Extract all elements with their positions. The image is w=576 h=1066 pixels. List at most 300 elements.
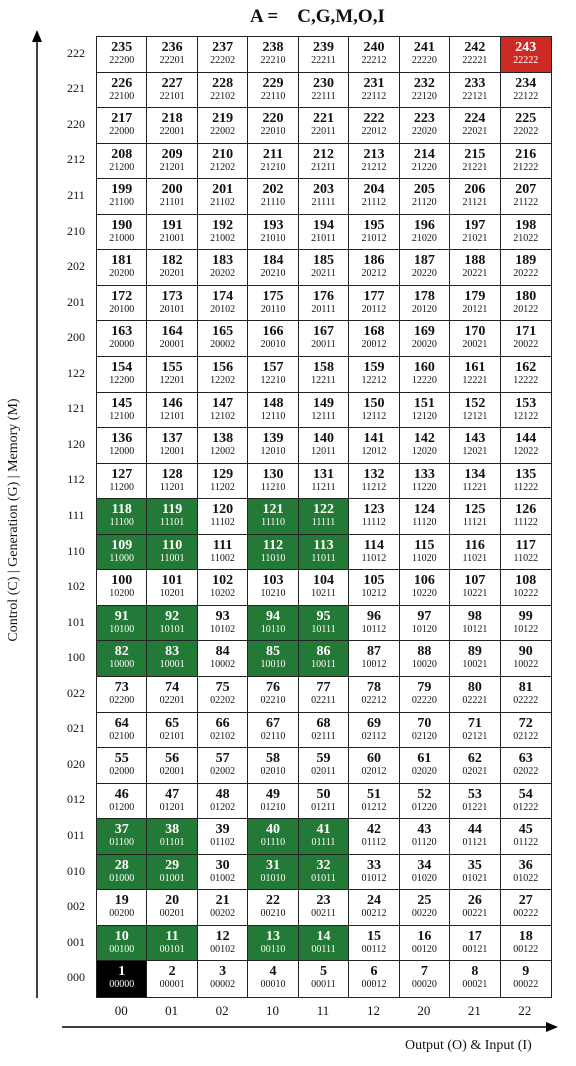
row-label: 022 xyxy=(67,685,85,700)
row-label: 102 xyxy=(67,579,85,594)
cell-code: 11022 xyxy=(513,552,539,564)
cell-value: 197 xyxy=(464,217,486,233)
cell-code: 01020 xyxy=(411,872,437,884)
grid-cell xyxy=(147,144,197,180)
cell-value: 98 xyxy=(467,608,482,624)
cell-value: 216 xyxy=(515,146,537,162)
grid-cell xyxy=(198,570,248,606)
cell-value: 77 xyxy=(316,680,331,695)
cell-code: 01021 xyxy=(462,872,488,884)
grid-cell xyxy=(450,535,500,571)
cell-code: 10122 xyxy=(513,623,539,635)
grid-cell xyxy=(97,606,147,642)
grid-cell xyxy=(198,819,248,855)
cell-value: 157 xyxy=(262,360,284,375)
grid-cell xyxy=(299,108,349,144)
cell-value: 88 xyxy=(417,644,432,660)
grid-cell xyxy=(349,73,399,109)
cell-value: 38 xyxy=(165,822,180,838)
grid-cell xyxy=(349,677,399,713)
grid-cell xyxy=(299,215,349,251)
cell-value: 143 xyxy=(464,431,486,447)
state-grid xyxy=(96,36,552,998)
cell-code: 20111 xyxy=(311,303,336,315)
grid-cell xyxy=(147,286,197,322)
grid-cell xyxy=(349,890,399,926)
grid-cell xyxy=(349,179,399,215)
cell-code: 01011 xyxy=(311,872,336,884)
cell-value: 74 xyxy=(165,680,180,695)
grid-cell xyxy=(248,464,298,500)
grid-cell xyxy=(198,73,248,109)
cell-value: 89 xyxy=(467,644,482,660)
cell-code: 10002 xyxy=(210,659,236,671)
cell-value: 19 xyxy=(114,893,129,909)
cell-value: 122 xyxy=(312,502,334,518)
cell-value: 195 xyxy=(363,217,385,233)
cell-code: 10220 xyxy=(411,588,437,600)
cell-code: 12022 xyxy=(513,446,539,458)
cell-code: 20200 xyxy=(109,268,135,280)
grid-cell xyxy=(450,677,500,713)
cell-code: 00122 xyxy=(513,943,539,955)
grid-cell xyxy=(198,286,248,322)
cell-value: 177 xyxy=(363,288,385,304)
grid-cell xyxy=(400,393,450,429)
grid-cell xyxy=(450,641,500,677)
cell-code: 12122 xyxy=(513,410,539,422)
cell-code: 11021 xyxy=(462,552,488,564)
cell-code: 22000 xyxy=(109,126,135,138)
grid-cell xyxy=(97,713,147,749)
cell-value: 175 xyxy=(262,288,284,304)
cell-value: 63 xyxy=(518,751,533,767)
cell-code: 02221 xyxy=(462,695,488,706)
cell-value: 173 xyxy=(161,288,183,304)
row-label: 200 xyxy=(67,330,85,345)
cell-code: 00100 xyxy=(109,943,135,955)
cell-value: 223 xyxy=(413,111,435,127)
grid-cell xyxy=(450,428,500,464)
cell-code: 02100 xyxy=(109,730,135,742)
y-axis-label: Control (C) | Generation (G) | Memory (M) xyxy=(6,398,21,642)
cell-value: 196 xyxy=(413,217,435,233)
cell-value: 119 xyxy=(162,502,183,518)
cell-code: 00020 xyxy=(411,979,437,991)
row-label: 101 xyxy=(67,614,85,629)
cell-code: 10111 xyxy=(311,623,336,635)
cell-code: 20021 xyxy=(462,339,488,351)
grid-cell xyxy=(400,784,450,820)
cell-code: 00011 xyxy=(311,979,336,991)
cell-value: 73 xyxy=(114,680,129,695)
cell-value: 66 xyxy=(215,715,230,731)
cell-value: 221 xyxy=(312,111,334,127)
grid-cell xyxy=(147,250,197,286)
cell-value: 214 xyxy=(413,146,435,162)
row-label: 221 xyxy=(67,81,85,96)
cell-code: 12222 xyxy=(513,375,539,386)
grid-cell xyxy=(501,677,551,713)
cell-value: 200 xyxy=(161,182,183,198)
grid-cell xyxy=(349,428,399,464)
grid-cell xyxy=(501,73,551,109)
grid-cell xyxy=(97,357,147,393)
cell-code: 21200 xyxy=(109,161,135,173)
cell-code: 12211 xyxy=(311,375,336,386)
cell-code: 22012 xyxy=(361,126,387,138)
grid-cell xyxy=(198,428,248,464)
cell-code: 01121 xyxy=(462,837,488,849)
cell-value: 75 xyxy=(215,680,230,695)
cell-code: 10000 xyxy=(109,659,135,671)
cell-value: 43 xyxy=(417,822,432,838)
cell-value: 208 xyxy=(111,146,133,162)
cell-code: 10212 xyxy=(361,588,387,600)
cell-code: 00022 xyxy=(513,979,539,991)
cell-value: 114 xyxy=(363,537,385,553)
grid-cell xyxy=(248,499,298,535)
cell-value: 242 xyxy=(464,40,486,55)
row-label: 011 xyxy=(67,828,85,842)
column-label: 10 xyxy=(266,1003,280,1018)
grid-cell xyxy=(97,37,147,73)
cell-value: 120 xyxy=(212,502,234,518)
cell-code: 21122 xyxy=(513,197,539,209)
cell-code: 10102 xyxy=(210,623,236,635)
grid-cell xyxy=(299,179,349,215)
grid-cell xyxy=(248,393,298,429)
cell-value: 102 xyxy=(212,573,234,589)
cell-value: 176 xyxy=(312,288,334,304)
cell-value: 158 xyxy=(312,360,334,375)
cell-code: 22120 xyxy=(411,90,437,102)
cell-value: 5 xyxy=(319,964,327,980)
cell-value: 132 xyxy=(363,466,385,482)
grid-cell xyxy=(299,855,349,891)
cell-code: 20101 xyxy=(159,303,185,315)
cell-code: 12221 xyxy=(462,375,488,386)
cell-code: 11112 xyxy=(361,517,386,529)
cell-code: 02002 xyxy=(210,766,236,778)
grid-cell xyxy=(299,784,349,820)
grid-cell xyxy=(198,393,248,429)
grid-cell xyxy=(147,606,197,642)
cell-value: 105 xyxy=(363,573,385,589)
cell-value: 241 xyxy=(413,40,435,55)
cell-value: 199 xyxy=(111,182,133,198)
cell-code: 22101 xyxy=(159,90,185,102)
cell-value: 156 xyxy=(212,360,234,375)
cell-code: 01221 xyxy=(462,801,488,813)
row-label: 201 xyxy=(67,294,85,309)
cell-code: 12120 xyxy=(411,410,437,422)
grid-cell xyxy=(299,819,349,855)
grid-cell xyxy=(349,215,399,251)
grid-cell xyxy=(501,215,551,251)
cell-code: 12012 xyxy=(361,446,387,458)
grid-cell xyxy=(501,37,551,73)
cell-code: 22011 xyxy=(311,126,336,138)
grid-cell xyxy=(147,73,197,109)
cell-value: 234 xyxy=(515,75,537,91)
cell-code: 11100 xyxy=(109,517,134,529)
grid-cell xyxy=(400,73,450,109)
cell-value: 9 xyxy=(522,964,530,980)
row-label: 001 xyxy=(67,934,85,949)
grid-cell xyxy=(450,250,500,286)
cell-code: 00210 xyxy=(260,908,286,920)
cell-code: 22200 xyxy=(109,55,135,66)
row-label: 121 xyxy=(67,401,85,416)
cell-value: 238 xyxy=(262,40,284,55)
grid-cell xyxy=(400,499,450,535)
grid-cell xyxy=(450,321,500,357)
cell-value: 137 xyxy=(161,431,183,447)
cell-value: 103 xyxy=(262,573,284,589)
cell-code: 02220 xyxy=(411,695,437,706)
cell-value: 168 xyxy=(363,324,385,340)
cell-value: 139 xyxy=(262,431,284,447)
cell-code: 00221 xyxy=(462,908,488,920)
cell-code: 01101 xyxy=(159,837,185,849)
cell-value: 20 xyxy=(165,893,180,909)
cell-value: 215 xyxy=(464,146,486,162)
cell-code: 22121 xyxy=(462,90,488,102)
grid-cell xyxy=(299,961,349,997)
cell-code: 22220 xyxy=(411,55,437,66)
cell-code: 22102 xyxy=(210,90,236,102)
grid-cell xyxy=(198,748,248,784)
cell-code: 10100 xyxy=(109,623,135,635)
cell-value: 39 xyxy=(215,822,230,838)
cell-code: 02012 xyxy=(361,766,387,778)
grid-cell xyxy=(147,855,197,891)
cell-value: 3 xyxy=(219,964,227,980)
grid-cell xyxy=(299,393,349,429)
grid-cell xyxy=(97,499,147,535)
grid-cell xyxy=(400,535,450,571)
cell-code: 12000 xyxy=(109,446,135,458)
cell-code: 00220 xyxy=(411,908,437,920)
cell-value: 54 xyxy=(518,786,533,802)
cell-code: 10022 xyxy=(513,659,539,671)
grid-cell xyxy=(299,464,349,500)
cell-code: 01002 xyxy=(210,872,236,884)
cell-value: 154 xyxy=(111,360,133,375)
cell-value: 148 xyxy=(262,395,284,411)
grid-cell xyxy=(248,144,298,180)
cell-code: 22212 xyxy=(361,55,387,66)
grid-cell xyxy=(248,926,298,962)
grid-cell xyxy=(97,108,147,144)
cell-code: 10200 xyxy=(109,588,135,600)
grid-cell xyxy=(97,784,147,820)
cell-code: 20102 xyxy=(210,303,236,315)
cell-code: 22001 xyxy=(159,126,185,138)
cell-code: 02011 xyxy=(311,766,336,778)
grid-cell xyxy=(97,215,147,251)
cell-code: 02000 xyxy=(109,766,135,778)
cell-value: 30 xyxy=(215,857,230,873)
grid-cell xyxy=(349,286,399,322)
cell-code: 01100 xyxy=(109,837,135,849)
grid-cell xyxy=(248,784,298,820)
cell-value: 68 xyxy=(316,715,331,731)
grid-cell xyxy=(400,37,450,73)
cell-value: 113 xyxy=(313,537,334,553)
cell-value: 194 xyxy=(312,217,334,233)
cell-code: 21020 xyxy=(411,232,437,244)
grid-cell xyxy=(198,321,248,357)
cell-value: 79 xyxy=(417,680,432,695)
grid-cell xyxy=(450,464,500,500)
cell-code: 11011 xyxy=(311,552,336,564)
cell-value: 182 xyxy=(161,253,183,269)
cell-value: 169 xyxy=(413,324,435,340)
cell-value: 235 xyxy=(111,40,133,55)
grid-cell xyxy=(97,428,147,464)
grid-cell xyxy=(299,641,349,677)
cell-code: 01122 xyxy=(513,837,539,849)
cell-value: 210 xyxy=(212,146,234,162)
cell-code: 11120 xyxy=(412,517,437,529)
cell-code: 21022 xyxy=(513,232,539,244)
cell-code: 02201 xyxy=(159,695,185,706)
column-label: 01 xyxy=(165,1003,179,1018)
cell-code: 00111 xyxy=(311,943,336,955)
cell-value: 86 xyxy=(316,644,331,660)
cell-value: 2 xyxy=(168,964,176,980)
cell-value: 64 xyxy=(114,715,129,731)
cell-value: 93 xyxy=(215,608,230,624)
cell-value: 144 xyxy=(515,431,537,447)
cell-value: 59 xyxy=(316,751,331,767)
grid-cell xyxy=(349,784,399,820)
cell-code: 21111 xyxy=(311,197,336,209)
grid-cell xyxy=(198,37,248,73)
grid-cell xyxy=(349,357,399,393)
grid-cell xyxy=(450,890,500,926)
cell-code: 00212 xyxy=(361,908,387,920)
cell-value: 100 xyxy=(111,573,133,589)
grid-cell xyxy=(147,499,197,535)
grid-cell xyxy=(450,357,500,393)
grid-cell xyxy=(299,570,349,606)
grid-cell xyxy=(400,250,450,286)
grid-cell xyxy=(299,37,349,73)
grid-cell xyxy=(198,535,248,571)
cell-value: 16 xyxy=(417,928,432,944)
cell-value: 95 xyxy=(316,608,331,624)
cell-value: 1 xyxy=(118,964,126,980)
cell-value: 96 xyxy=(366,608,381,624)
cell-code: 20112 xyxy=(361,303,387,315)
grid-cell xyxy=(147,535,197,571)
cell-value: 8 xyxy=(471,964,479,980)
cell-code: 12202 xyxy=(210,375,236,386)
grid-cell xyxy=(450,73,500,109)
cell-value: 111 xyxy=(212,537,233,553)
cell-code: 11201 xyxy=(159,481,185,493)
cell-code: 12112 xyxy=(361,410,387,422)
grid-cell xyxy=(501,535,551,571)
cell-value: 159 xyxy=(363,360,385,375)
cell-value: 145 xyxy=(111,395,133,411)
cell-code: 20120 xyxy=(411,303,437,315)
cell-value: 91 xyxy=(114,608,129,624)
cell-value: 219 xyxy=(212,111,234,127)
grid-cell xyxy=(299,890,349,926)
grid-cell xyxy=(248,819,298,855)
grid-cell xyxy=(198,713,248,749)
cell-value: 236 xyxy=(161,40,183,55)
grid-cell xyxy=(147,961,197,997)
column-label: 12 xyxy=(366,1003,380,1018)
cell-value: 206 xyxy=(464,182,486,198)
cell-value: 55 xyxy=(114,751,129,767)
cell-code: 01010 xyxy=(260,872,286,884)
cell-code: 20000 xyxy=(109,339,135,351)
cell-value: 97 xyxy=(417,608,432,624)
cell-code: 10112 xyxy=(361,623,387,635)
cell-code: 10001 xyxy=(159,659,185,671)
cell-code: 11110 xyxy=(261,517,285,529)
grid-cell xyxy=(248,428,298,464)
cell-code: 02110 xyxy=(260,730,286,742)
cell-value: 231 xyxy=(363,75,385,91)
grid-cell xyxy=(450,713,500,749)
cell-code: 11210 xyxy=(260,481,286,493)
cell-value: 18 xyxy=(518,928,533,944)
cell-value: 129 xyxy=(212,466,234,482)
grid-cell xyxy=(400,321,450,357)
grid-cell xyxy=(501,606,551,642)
grid-cell xyxy=(198,499,248,535)
cell-value: 147 xyxy=(212,395,234,411)
grid-cell xyxy=(501,144,551,180)
grid-cell xyxy=(400,641,450,677)
grid-cell xyxy=(248,215,298,251)
cell-code: 10011 xyxy=(311,659,336,671)
cell-code: 11111 xyxy=(311,517,336,529)
cell-code: 12212 xyxy=(361,375,387,386)
grid-cell xyxy=(349,393,399,429)
cell-code: 02112 xyxy=(361,730,387,742)
cell-value: 72 xyxy=(518,715,533,731)
cell-code: 02010 xyxy=(260,766,286,778)
row-label: 120 xyxy=(67,436,85,451)
cell-value: 160 xyxy=(413,360,435,375)
cell-code: 21000 xyxy=(109,232,135,244)
grid-cell xyxy=(198,250,248,286)
cell-code: 12021 xyxy=(462,446,488,458)
cell-code: 12002 xyxy=(210,446,236,458)
column-label: 00 xyxy=(114,1003,128,1018)
cell-value: 130 xyxy=(262,466,284,482)
cell-value: 179 xyxy=(464,288,486,304)
cell-value: 211 xyxy=(262,146,284,162)
grid-cell xyxy=(198,890,248,926)
grid-cell xyxy=(147,748,197,784)
cell-code: 20022 xyxy=(513,339,539,351)
cell-code: 22111 xyxy=(311,90,336,102)
grid-cell xyxy=(147,108,197,144)
cell-code: 10211 xyxy=(311,588,336,600)
grid-cell xyxy=(97,179,147,215)
cell-code: 10101 xyxy=(159,623,185,635)
cell-code: 20211 xyxy=(311,268,336,280)
